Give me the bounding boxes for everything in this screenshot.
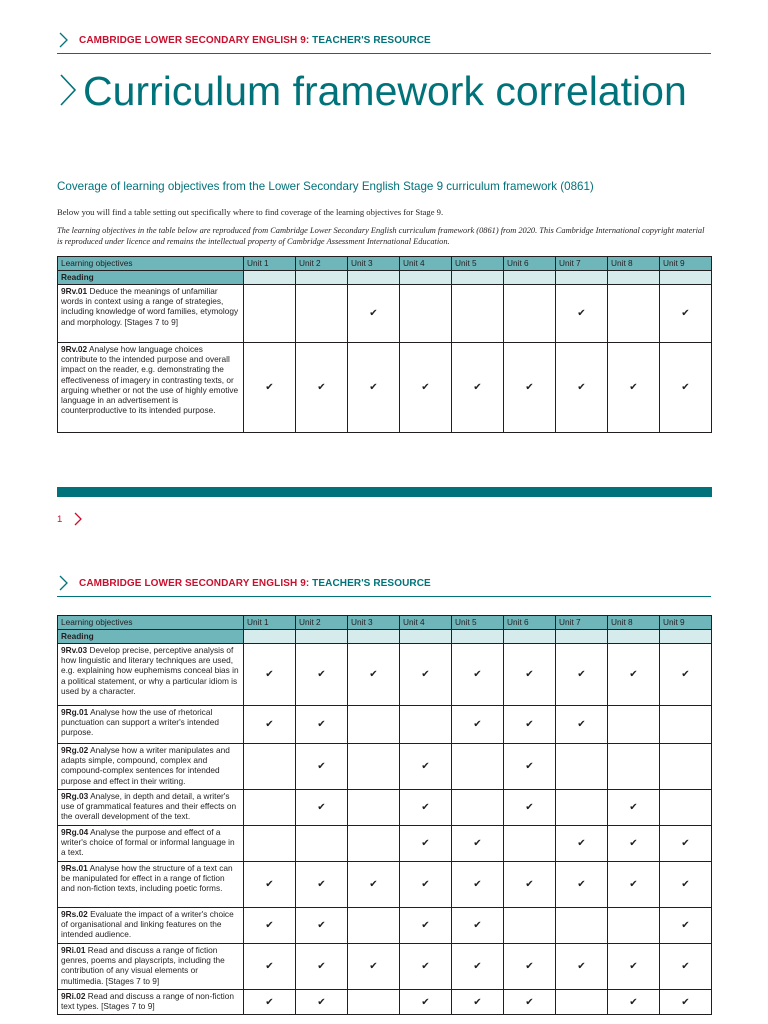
tick-mark: ✔ (608, 862, 660, 908)
section-cell (244, 271, 296, 285)
section-cell (608, 630, 660, 644)
section-cell (504, 271, 556, 285)
column-header-unit: Unit 9 (660, 257, 712, 271)
section-cell (608, 271, 660, 285)
tick-mark: ✔ (660, 908, 712, 944)
objective-cell (58, 706, 244, 744)
objective-text: Develop precise, perceptive analysis of how linguistic and literary techniques are used, e.g. explaining how euphemisms conceal bias in a political statement, or why a particular idiom is used by a character. (61, 645, 239, 696)
section-label: Reading (58, 271, 244, 285)
section-cell (400, 271, 452, 285)
tick-mark: ✔ (348, 285, 400, 343)
running-head-book: CAMBRIDGE LOWER SECONDARY ENGLISH 9: (79, 577, 310, 589)
running-head-book: CAMBRIDGE LOWER SECONDARY ENGLISH 9: (79, 34, 310, 46)
objective-cell (58, 908, 244, 944)
table-row (58, 790, 712, 826)
tick-mark: ✔ (660, 285, 712, 343)
tick-mark: ✔ (556, 826, 608, 862)
column-header-unit: Unit 3 (348, 257, 400, 271)
tick-mark: ✔ (504, 862, 556, 908)
table-row (58, 826, 712, 862)
empty-cell (608, 744, 660, 790)
tick-mark: ✔ (660, 343, 712, 433)
tick-mark: ✔ (660, 644, 712, 706)
tick-mark: ✔ (660, 826, 712, 862)
column-header-unit: Unit 6 (504, 257, 556, 271)
column-header-unit: Unit 8 (608, 616, 660, 630)
correlation-table (57, 256, 712, 433)
tick-mark: ✔ (452, 944, 504, 990)
tick-mark: ✔ (452, 990, 504, 1015)
objective-code: 9Ri.01 (61, 945, 86, 955)
empty-cell (608, 285, 660, 343)
tick-mark: ✔ (608, 944, 660, 990)
tick-mark: ✔ (556, 644, 608, 706)
table-row (58, 644, 712, 706)
section-cell (296, 630, 348, 644)
column-header-unit: Unit 7 (556, 257, 608, 271)
section-label: Reading (58, 630, 244, 644)
empty-cell (504, 826, 556, 862)
column-header-unit: Unit 2 (296, 616, 348, 630)
objective-cell (58, 285, 244, 343)
objective-text: Analyse how the structure of a text can be manipulated for effect in a range of fiction and non-fiction texts, including poetic forms. (61, 863, 233, 894)
table-row (58, 285, 712, 343)
tick-mark: ✔ (608, 644, 660, 706)
column-header-unit: Unit 6 (504, 616, 556, 630)
running-head-rule (57, 53, 711, 54)
tick-mark: ✔ (244, 944, 296, 990)
page-title (57, 66, 707, 117)
chevron-right-icon (57, 68, 79, 102)
tick-mark: ✔ (400, 644, 452, 706)
objective-cell (58, 826, 244, 862)
section-cell (660, 271, 712, 285)
column-header-unit: Unit 8 (608, 257, 660, 271)
tick-mark: ✔ (504, 343, 556, 433)
empty-cell (608, 908, 660, 944)
empty-cell (452, 790, 504, 826)
objective-code: 9Rg.04 (61, 827, 89, 837)
empty-cell (504, 908, 556, 944)
copyright-note: The learning objectives in the table below are reproduced from Cambridge Lower Secondary English curriculum framework (0861) from 2020. This Cambridge International copyright material is reproduced under licence and remains the intellectual property of Cambridge Assessment International Education. (57, 226, 705, 246)
tick-mark: ✔ (660, 862, 712, 908)
column-header-unit: Unit 9 (660, 616, 712, 630)
objective-text: Read and discuss a range of fiction genres, poems and playscripts, including the contribution of any visual elements or multimedia. [Stages 7 to 9] (61, 945, 225, 986)
empty-cell (452, 285, 504, 343)
column-header-unit: Unit 3 (348, 616, 400, 630)
objective-cell (58, 644, 244, 706)
chevron-right-icon (57, 32, 71, 48)
section-cell (348, 271, 400, 285)
empty-cell (400, 706, 452, 744)
empty-cell (244, 285, 296, 343)
tick-mark: ✔ (660, 990, 712, 1015)
tick-mark: ✔ (296, 744, 348, 790)
empty-cell (556, 908, 608, 944)
section-cell (556, 271, 608, 285)
objective-cell (58, 343, 244, 433)
empty-cell (348, 744, 400, 790)
table-row (58, 744, 712, 790)
column-header-unit: Unit 4 (400, 257, 452, 271)
tick-mark: ✔ (244, 644, 296, 706)
tick-mark: ✔ (504, 706, 556, 744)
tick-mark: ✔ (660, 944, 712, 990)
tick-mark: ✔ (296, 990, 348, 1015)
objective-cell (58, 990, 244, 1015)
tick-mark: ✔ (452, 343, 504, 433)
section-cell (348, 630, 400, 644)
table-row (58, 908, 712, 944)
tick-mark: ✔ (452, 644, 504, 706)
empty-cell (660, 744, 712, 790)
tick-mark: ✔ (244, 990, 296, 1015)
tick-mark: ✔ (504, 990, 556, 1015)
tick-mark: ✔ (452, 862, 504, 908)
objective-text: Analyse how the use of rhetorical punctuation can support a writer's intended purpose. (61, 707, 219, 738)
objective-text: Analyse how language choices contribute to the intended purpose and overall impact on the reader, e.g. demonstrating the effectiveness of imagery in contrasting texts, or arguing whether or not the use of highly emotive language in an advertisement is counterproductive to its intended purpose. (61, 344, 239, 416)
tick-mark: ✔ (400, 990, 452, 1015)
running-head (57, 575, 431, 591)
section-cell (452, 271, 504, 285)
tick-mark: ✔ (452, 826, 504, 862)
column-header-unit: Unit 1 (244, 257, 296, 271)
objective-text: Deduce the meanings of unfamiliar words in context using a range of strategies, including knowledge of word families, etymology and morphology. [Stages 7 to 9] (61, 286, 239, 327)
tick-mark: ✔ (556, 862, 608, 908)
objective-code: 9Rg.03 (61, 791, 89, 801)
empty-cell (556, 790, 608, 826)
empty-cell (608, 706, 660, 744)
tick-mark: ✔ (608, 826, 660, 862)
tick-mark: ✔ (296, 944, 348, 990)
column-header-unit: Unit 5 (452, 257, 504, 271)
tick-mark: ✔ (296, 790, 348, 826)
objective-cell (58, 944, 244, 990)
column-header-unit: Unit 2 (296, 257, 348, 271)
section-row (58, 630, 712, 644)
objective-code: 9Ri.02 (61, 991, 86, 1001)
tick-mark: ✔ (296, 706, 348, 744)
tick-mark: ✔ (244, 706, 296, 744)
tick-mark: ✔ (504, 744, 556, 790)
tick-mark: ✔ (556, 706, 608, 744)
empty-cell (400, 285, 452, 343)
tick-mark: ✔ (296, 343, 348, 433)
empty-cell (452, 744, 504, 790)
table-row (58, 706, 712, 744)
tick-mark: ✔ (244, 862, 296, 908)
section-cell (556, 630, 608, 644)
tick-mark: ✔ (452, 908, 504, 944)
running-head-rule (57, 596, 711, 597)
column-header-unit: Unit 4 (400, 616, 452, 630)
tick-mark: ✔ (608, 343, 660, 433)
section-cell (504, 630, 556, 644)
tick-mark: ✔ (348, 644, 400, 706)
tick-mark: ✔ (556, 285, 608, 343)
table-header-row (58, 257, 712, 271)
tick-mark: ✔ (348, 944, 400, 990)
empty-cell (660, 706, 712, 744)
empty-cell (556, 744, 608, 790)
intro-paragraph: Below you will find a table setting out specifically where to find coverage of the learning objectives for Stage 9. (57, 207, 444, 217)
objective-cell (58, 744, 244, 790)
empty-cell (556, 990, 608, 1015)
running-head-resource: TEACHER'S RESOURCE (312, 34, 431, 46)
tick-mark: ✔ (400, 343, 452, 433)
tick-mark: ✔ (608, 790, 660, 826)
footer-bar (57, 487, 712, 497)
section-row (58, 271, 712, 285)
tick-mark: ✔ (244, 343, 296, 433)
tick-mark: ✔ (608, 990, 660, 1015)
column-header-unit: Unit 7 (556, 616, 608, 630)
tick-mark: ✔ (504, 644, 556, 706)
tick-mark: ✔ (400, 790, 452, 826)
empty-cell (348, 908, 400, 944)
objective-cell (58, 790, 244, 826)
empty-cell (348, 706, 400, 744)
section-cell (660, 630, 712, 644)
column-header-unit: Unit 5 (452, 616, 504, 630)
objective-code: 9Rv.01 (61, 286, 88, 296)
section-cell (400, 630, 452, 644)
tick-mark: ✔ (556, 944, 608, 990)
objective-code: 9Rv.03 (61, 645, 88, 655)
chevron-right-icon (72, 511, 84, 527)
tick-mark: ✔ (400, 744, 452, 790)
page-title-text: Curriculum framework correlation (83, 68, 687, 114)
empty-cell (296, 826, 348, 862)
tick-mark: ✔ (452, 706, 504, 744)
running-head-resource: TEACHER'S RESOURCE (312, 577, 431, 589)
tick-mark: ✔ (244, 908, 296, 944)
section-cell (244, 630, 296, 644)
column-header-objectives: Learning objectives (58, 257, 244, 271)
tick-mark: ✔ (556, 343, 608, 433)
tick-mark: ✔ (400, 862, 452, 908)
section-cell (296, 271, 348, 285)
objective-code: 9Rg.02 (61, 745, 89, 755)
empty-cell (348, 990, 400, 1015)
tick-mark: ✔ (400, 908, 452, 944)
empty-cell (244, 744, 296, 790)
empty-cell (244, 790, 296, 826)
tick-mark: ✔ (296, 862, 348, 908)
tick-mark: ✔ (296, 644, 348, 706)
objective-text: Evaluate the impact of a writer's choice of organisational and linking features on the intended audience. (61, 909, 234, 940)
running-head (57, 32, 431, 48)
empty-cell (348, 826, 400, 862)
table-row (58, 862, 712, 908)
tick-mark: ✔ (400, 826, 452, 862)
objective-code: 9Rv.02 (61, 344, 88, 354)
empty-cell (504, 285, 556, 343)
table-row (58, 990, 712, 1015)
page-number (57, 510, 84, 528)
tick-mark: ✔ (400, 944, 452, 990)
tick-mark: ✔ (348, 862, 400, 908)
empty-cell (244, 826, 296, 862)
correlation-table (57, 615, 712, 1015)
column-header-objectives: Learning objectives (58, 616, 244, 630)
objective-cell (58, 862, 244, 908)
objective-text: Analyse, in depth and detail, a writer's use of grammatical features and their effects on the overall development of the text. (61, 791, 237, 822)
page-subtitle: Coverage of learning objectives from the Lower Secondary English Stage 9 curriculum framework (0861) (57, 180, 594, 193)
tick-mark: ✔ (348, 343, 400, 433)
chevron-right-icon (57, 575, 71, 591)
page-number-text: 1 (57, 513, 63, 525)
empty-cell (660, 790, 712, 826)
tick-mark: ✔ (504, 790, 556, 826)
objective-code: 9Rs.01 (61, 863, 88, 873)
table-header-row (58, 616, 712, 630)
objective-code: 9Rs.02 (61, 909, 88, 919)
objective-text: Analyse the purpose and effect of a writer's choice of formal or informal language in a text. (61, 827, 235, 858)
tick-mark: ✔ (296, 908, 348, 944)
section-cell (452, 630, 504, 644)
column-header-unit: Unit 1 (244, 616, 296, 630)
table-row (58, 944, 712, 990)
objective-code: 9Rg.01 (61, 707, 89, 717)
objective-text: Analyse how a writer manipulates and adapts simple, compound, complex and compound-complex sentences for intended purpose and effect in their writing. (61, 745, 230, 786)
tick-mark: ✔ (504, 944, 556, 990)
table-row (58, 343, 712, 433)
empty-cell (348, 790, 400, 826)
empty-cell (296, 285, 348, 343)
objective-text: Read and discuss a range of non-fiction text types. [Stages 7 to 9] (61, 991, 234, 1012)
